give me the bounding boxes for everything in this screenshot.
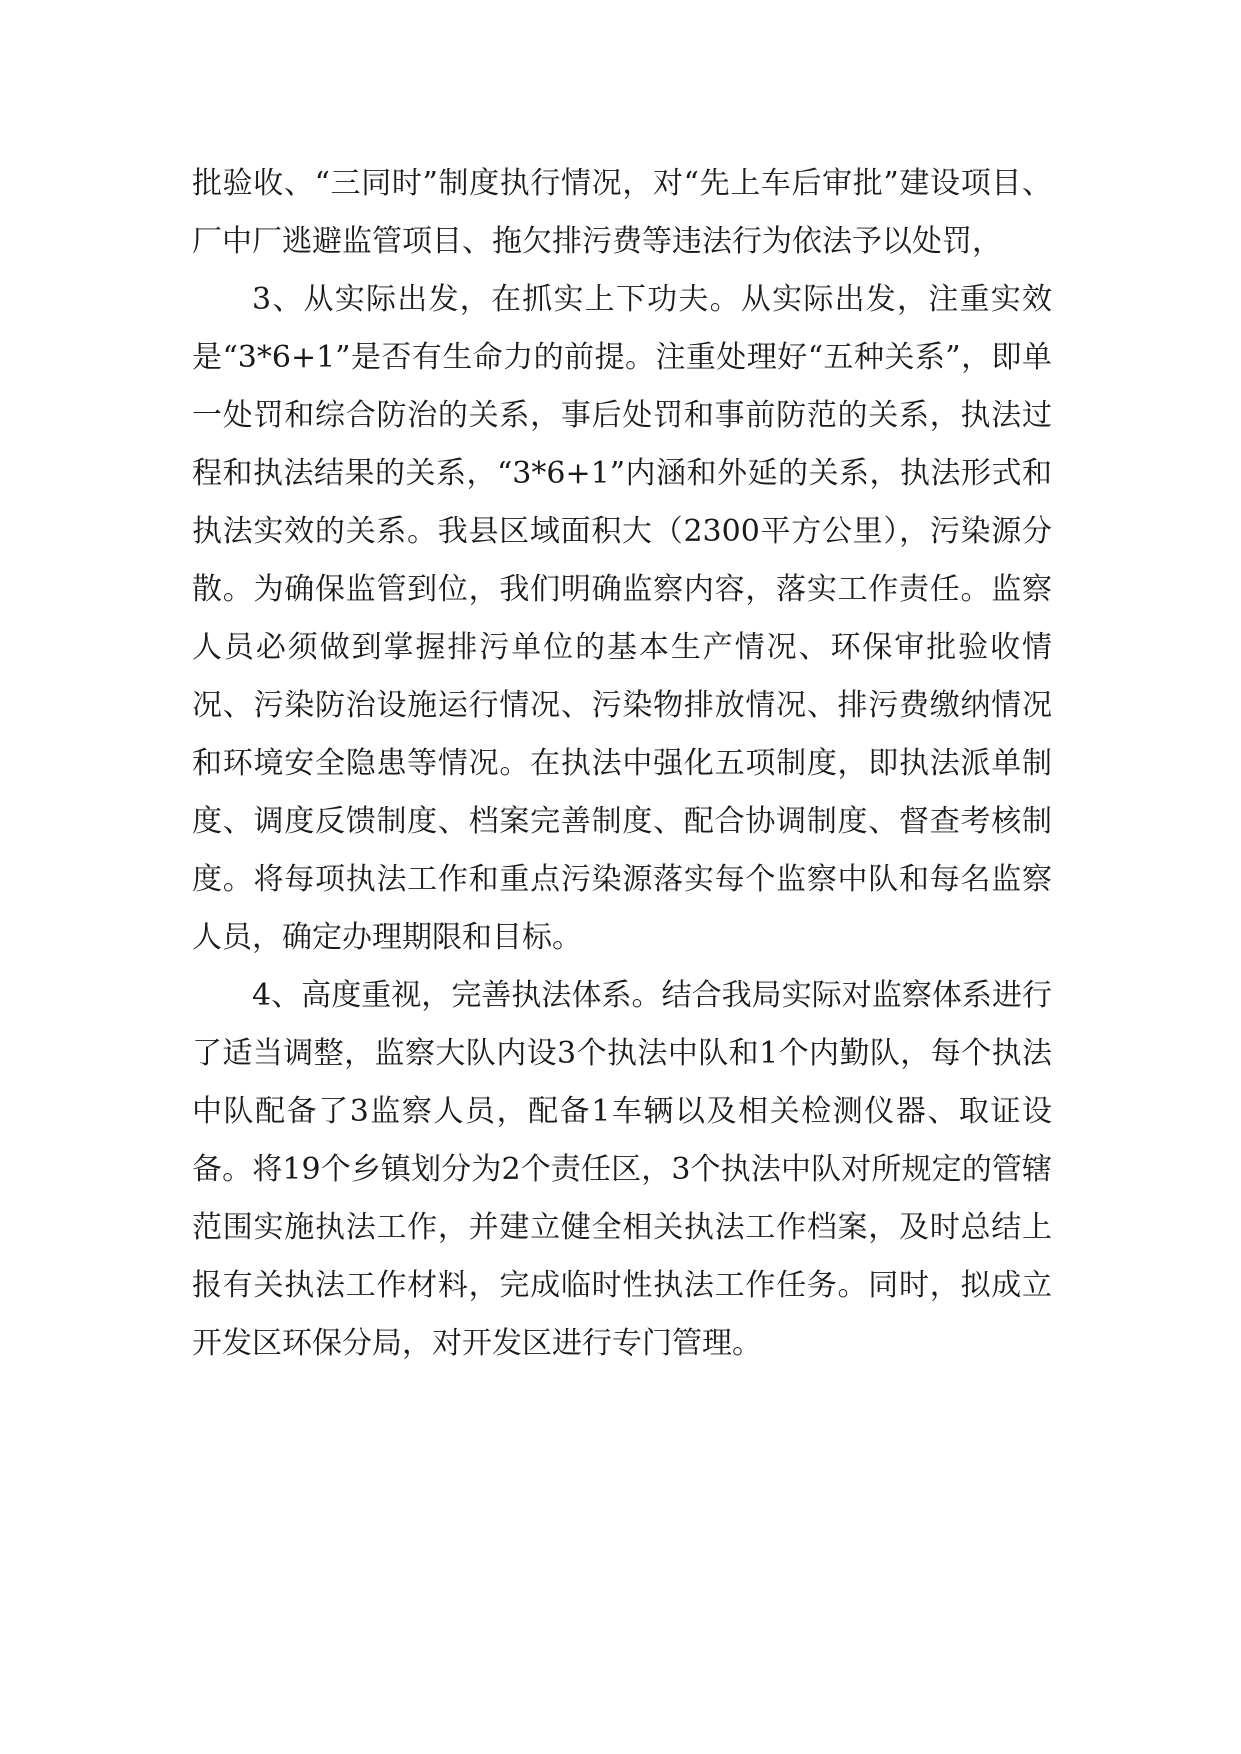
document-body — [192, 155, 1052, 1373]
paragraph-continuation: 批验收、“三同时”制度执行情况，对“先上车后审批”建设项目、厂中厂逃避监管项目、拖欠排污费等违法行为依法予以处罚， — [192, 166, 1052, 259]
paragraph-item-3: 3、从实际出发，在抓实上下功夫。从实际出发，注重实效是“3*6+1”是否有生命力的前提。注重处理好“五种关系”，即单一处罚和综合防治的关系，事后处罚和事前防范的关系，执法过程和执法结果的关系，“3*6+1”内涵和外延的关系，执法形式和执法实效的关系。我县区域面积大（2300平方公里），污染源分散。为确保监管到位，我们明确监察内容，落实工作责任。监察人员必须做到掌握排污单位的基本生产情况、环保审批验收情况、污染防治设施运行情况、污染物排放情况、排污费缴纳情况和环境安全隐患等情况。在执法中强化五项制度，即执法派单制度、调度反馈制度、档案完善制度、配合协调制度、督查考核制度。将每项执法工作和重点污染源落实每个监察中队和每名监察人员，确定办理期限和目标。 — [192, 282, 1052, 955]
paragraph-item-4: 4、高度重视，完善执法体系。结合我局实际对监察体系进行了适当调整，监察大队内设3个执法中队和1个内勤队，每个执法中队配备了3监察人员，配备1车辆以及相关检测仪器、取证设备。将19个乡镇划分为2个责任区，3个执法中队对所规定的管辖范围实施执法工作，并建立健全相关执法工作档案，及时总结上报有关执法工作材料，完成临时性执法工作任务。同时，拟成立开发区环保分局，对开发区进行专门管理。 — [192, 978, 1052, 1361]
